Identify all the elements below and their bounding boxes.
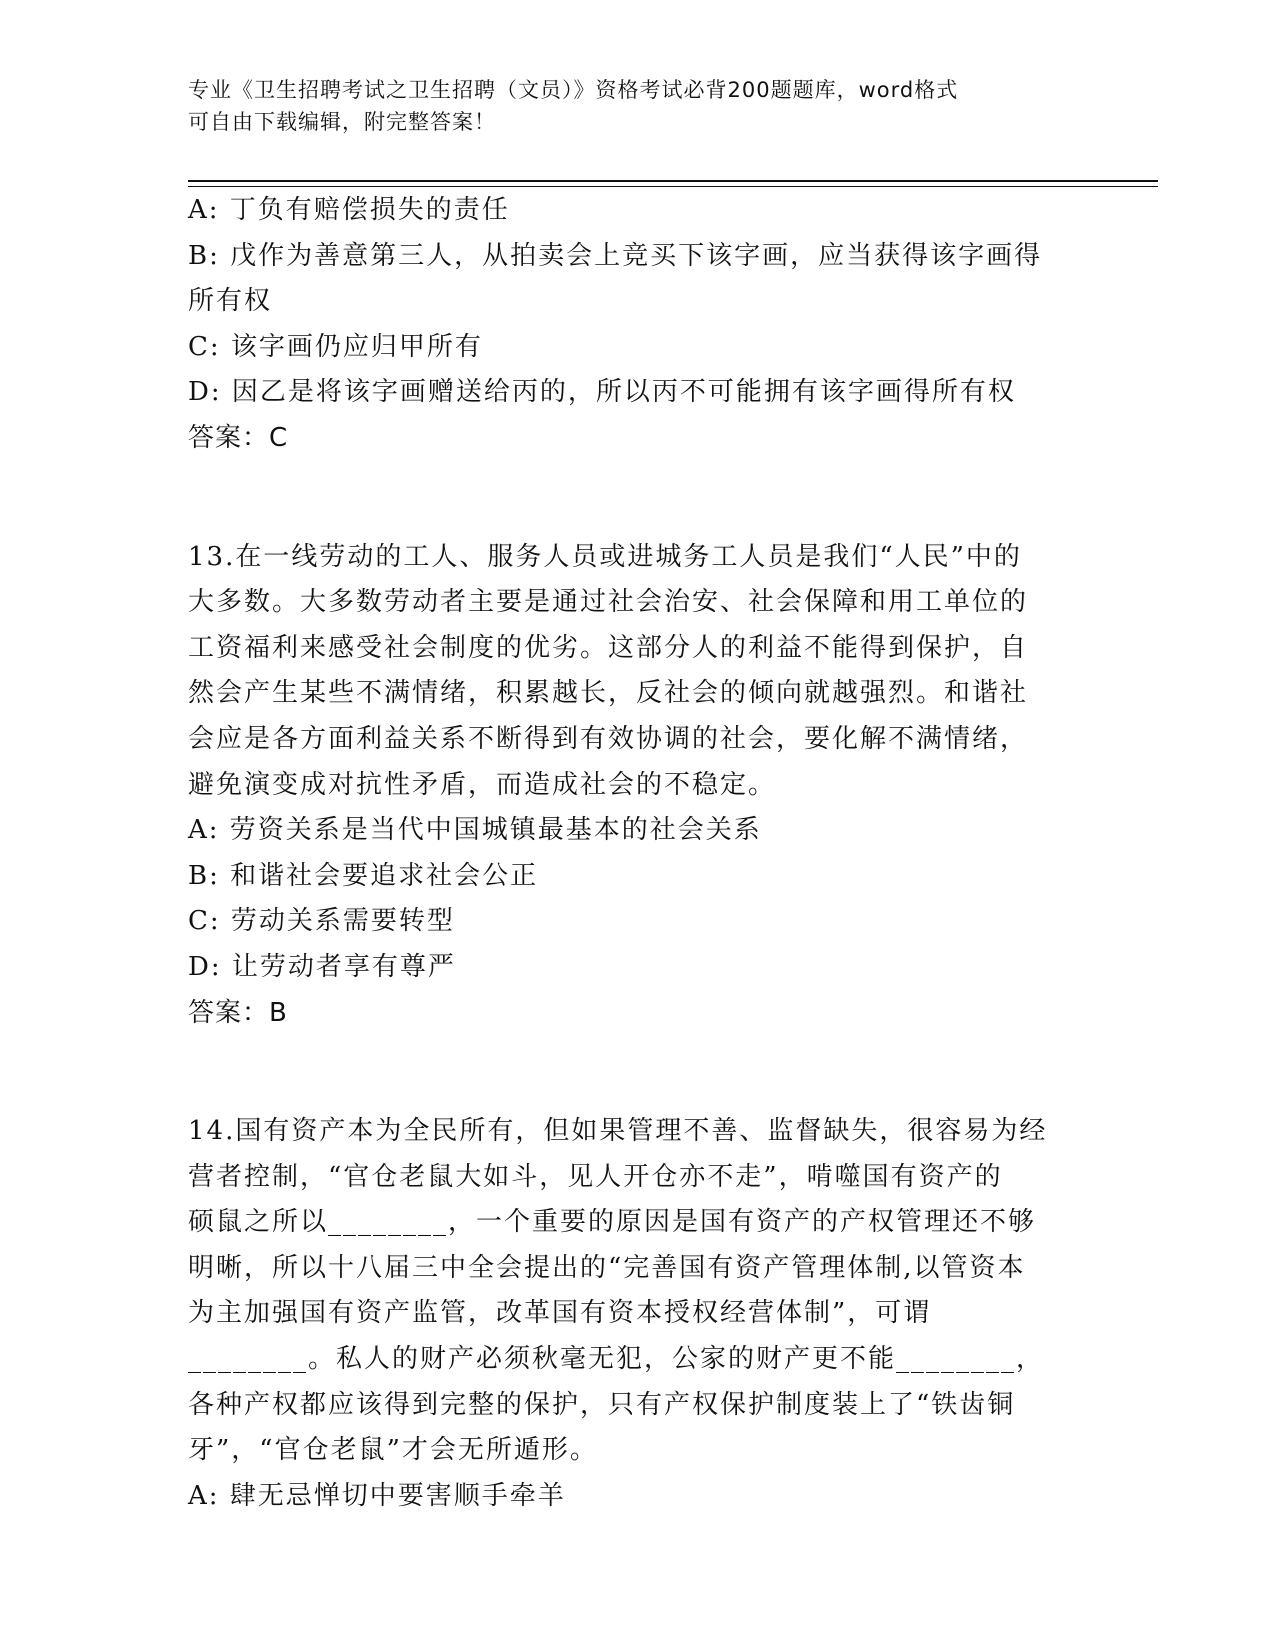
- question-12-continued: [188, 188, 1088, 462]
- answer-line: 答案：B: [188, 997, 288, 1028]
- question-14: [188, 1109, 1088, 1519]
- question-stem-line: 避免演变成对抗性矛盾，而造成社会的不稳定。: [188, 769, 777, 800]
- question-stem-line: 营者控制，“官仓老鼠大如斗，见人开仓亦不走”，啃噬国有资产的: [188, 1161, 1003, 1192]
- option-d: D: 因乙是将该字画赠送给丙的，所以丙不可能拥有该字画得所有权: [188, 377, 1016, 408]
- header-title-line-1: 专业《卫生招聘考试之卫生招聘（文员）》资格考试必背200题题库，word格式: [188, 78, 959, 102]
- option-c: C: 劳动关系需要转型: [188, 906, 455, 937]
- page-header: [188, 74, 1088, 138]
- option-b: B: 戊作为善意第三人，从拍卖会上竞买下该字画，应当获得该字画得: [188, 240, 1043, 271]
- option-d: D: 让劳动者享有尊严: [188, 951, 456, 982]
- option-a: A: 丁负有赔偿损失的责任: [188, 195, 510, 225]
- question-stem-line: 13.在一线劳动的工人、服务人员或进城务工人员是我们“人民”中的: [188, 541, 1022, 572]
- question-stem-line: 工资福利来感受社会制度的优劣。这部分人的利益不能得到保护，自: [188, 632, 1029, 663]
- question-stem-line: ________。私人的财产必须秋毫无犯，公家的财产更不能________，: [188, 1344, 1045, 1375]
- question-stem-line: 牙”，“官仓老鼠”才会无所遁形。: [188, 1435, 598, 1466]
- option-b: B: 和谐社会要追求社会公正: [188, 860, 539, 891]
- question-stem-line: 各种产权都应该得到完整的保护，只有产权保护制度装上了“铁齿铜: [188, 1389, 1016, 1420]
- question-stem-line: 然会产生某些不满情绪，积累越长，反社会的倾向就越强烈。和谐社: [188, 678, 1029, 709]
- option-b-continued: 所有权: [188, 286, 273, 317]
- header-title-line-2: 可自由下载编辑，附完整答案！: [188, 110, 496, 134]
- question-stem-line: 明晰，所以十八届三中全会提出的“完善国有资产管理体制,以管资本: [188, 1252, 1026, 1283]
- question-stem-line: 14.国有资产本为全民所有，但如果管理不善、监督缺失，很容易为经: [188, 1116, 1048, 1147]
- option-a: A: 肆无忌惮切中要害顺手牵羊: [188, 1480, 566, 1511]
- option-a: A: 劳资关系是当代中国城镇最基本的社会关系: [188, 815, 762, 846]
- answer-line: 答案：C: [188, 422, 289, 453]
- question-stem-line: 大多数。大多数劳动者主要是通过社会治安、社会保障和用工单位的: [188, 587, 1029, 618]
- question-stem-line: 会应是各方面利益关系不断得到有效协调的社会，要化解不满情绪，: [188, 723, 1029, 754]
- spacer: [188, 462, 1088, 535]
- option-c: C: 该字画仍应归甲所有: [188, 331, 483, 362]
- question-stem-line: 硕鼠之所以________，一个重要的原因是国有资产的产权管理还不够: [188, 1207, 1037, 1238]
- document-body: [188, 188, 1088, 1519]
- question-stem-line: 为主加强国有资产监管，改革国有资本授权经营体制”，可谓: [188, 1298, 932, 1329]
- header-divider: [188, 180, 1158, 187]
- spacer: [188, 1036, 1088, 1109]
- question-13: [188, 535, 1088, 1037]
